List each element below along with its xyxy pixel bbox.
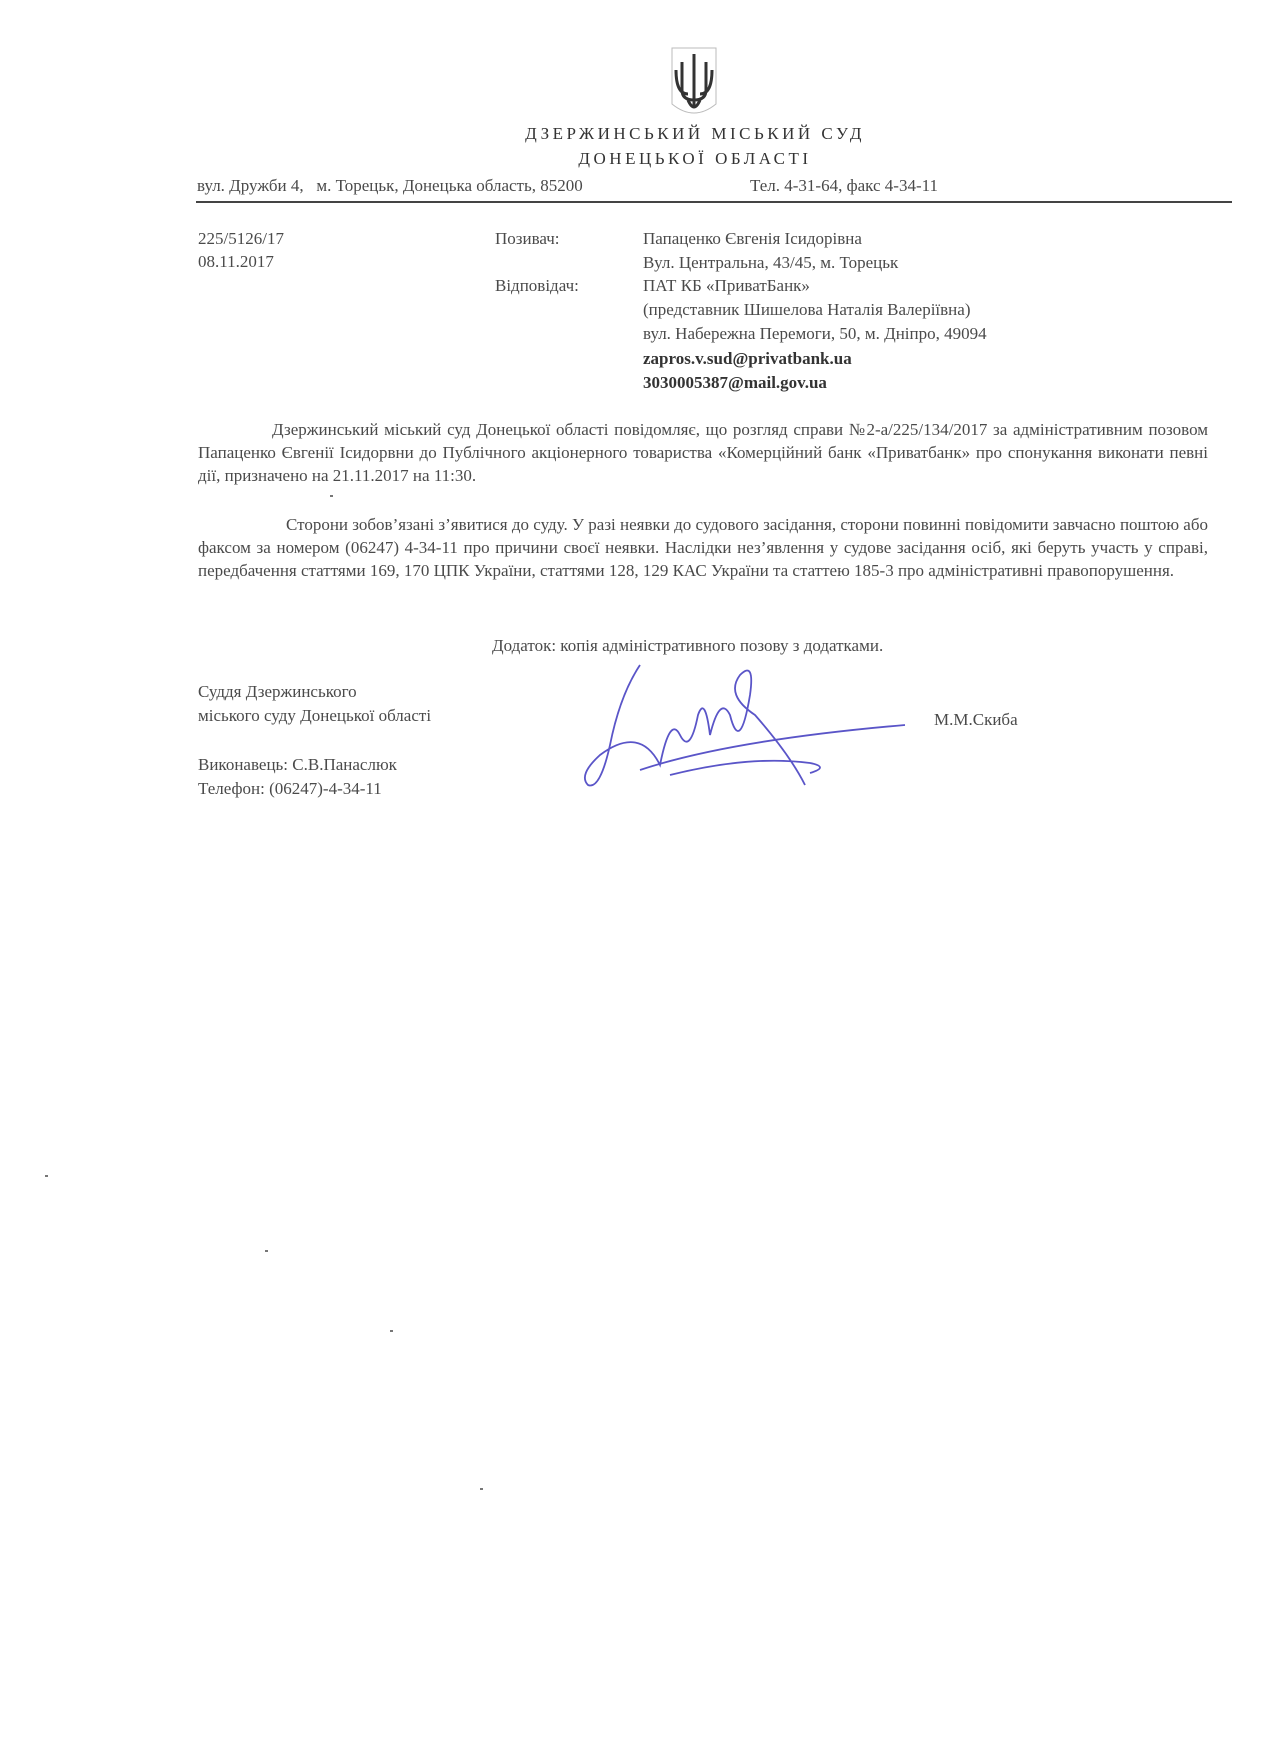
attachment-note: Додаток: копія адміністративного позову з додатками. — [492, 636, 884, 655]
defendant-label: Відповідач: — [495, 276, 579, 295]
scan-speck — [45, 1175, 48, 1177]
judge-title-line1: Суддя Дзержинського — [198, 682, 357, 701]
defendant-representative: (представник Шишелова Наталія Валеріївна) — [643, 300, 971, 319]
trident-emblem-icon — [666, 44, 722, 122]
plaintiff-name: Папаценко Євгенія Ісидорівна — [643, 229, 862, 248]
scan-speck — [480, 1488, 483, 1490]
court-name-line1: ДЗЕРЖИНСЬКИЙ МІСЬКИЙ СУД — [525, 124, 865, 143]
judge-title-line2: міського суду Донецької області — [198, 706, 432, 725]
court-name-line2: ДОНЕЦЬКОЇ ОБЛАСТІ — [578, 149, 812, 168]
defendant-name: ПАТ КБ «ПриватБанк» — [643, 276, 810, 295]
defendant-email-2: 3030005387@mail.gov.ua — [643, 373, 827, 392]
scan-speck — [390, 1330, 393, 1332]
plaintiff-address: Вул. Центральна, 43/45, м. Торецьк — [643, 253, 899, 272]
reference-number: 225/5126/17 — [198, 229, 284, 248]
scan-speck — [330, 495, 333, 497]
judge-name: М.М.Скиба — [934, 710, 1018, 729]
reference-date: 08.11.2017 — [198, 252, 274, 271]
defendant-email-1: zapros.v.sud@privatbank.ua — [643, 349, 852, 368]
obligations-paragraph: Сторони зобов’язані з’явитися до суду. У разі неявки до судового засідання, сторони повинні повідомити завчасно поштою або факсом за номером (06247) 4-34-11 про причини своєї неявки. Наслідки нез’явлення у судове засідання осіб, які беруть участь у справі, передбачення статтями 169, 170 ЦПК України, статтями 128, 129 КАС України та статтею 185-3 про адміністративні правопорушення. — [198, 515, 1208, 580]
scan-speck — [265, 1250, 268, 1252]
court-phone: Тел. 4-31-64, факс 4-34-11 — [750, 176, 938, 195]
court-address: вул. Дружби 4, м. Торецьк, Донецька область, 85200 — [197, 176, 583, 195]
plaintiff-label: Позивач: — [495, 229, 560, 248]
notice-paragraph: Дзержинський міський суд Донецької області повідомляє, що розгляд справи №2-а/225/134/2017 за адміністративним позовом Папаценко Євгенії Ісидорвни до Публічного акціонерного товариства «Комерційний банк «Приватбанк» про спонукання виконати певні дії, призначено на 21.11.2017 на 11:30. — [198, 420, 1208, 485]
executor: Виконавець: С.В.Панаслюк — [198, 755, 397, 774]
header-divider — [196, 201, 1232, 203]
defendant-address: вул. Набережна Перемоги, 50, м. Дніпро, 49094 — [643, 324, 987, 343]
executor-phone: Телефон: (06247)-4-34-11 — [198, 779, 382, 798]
handwritten-signature — [580, 655, 910, 795]
